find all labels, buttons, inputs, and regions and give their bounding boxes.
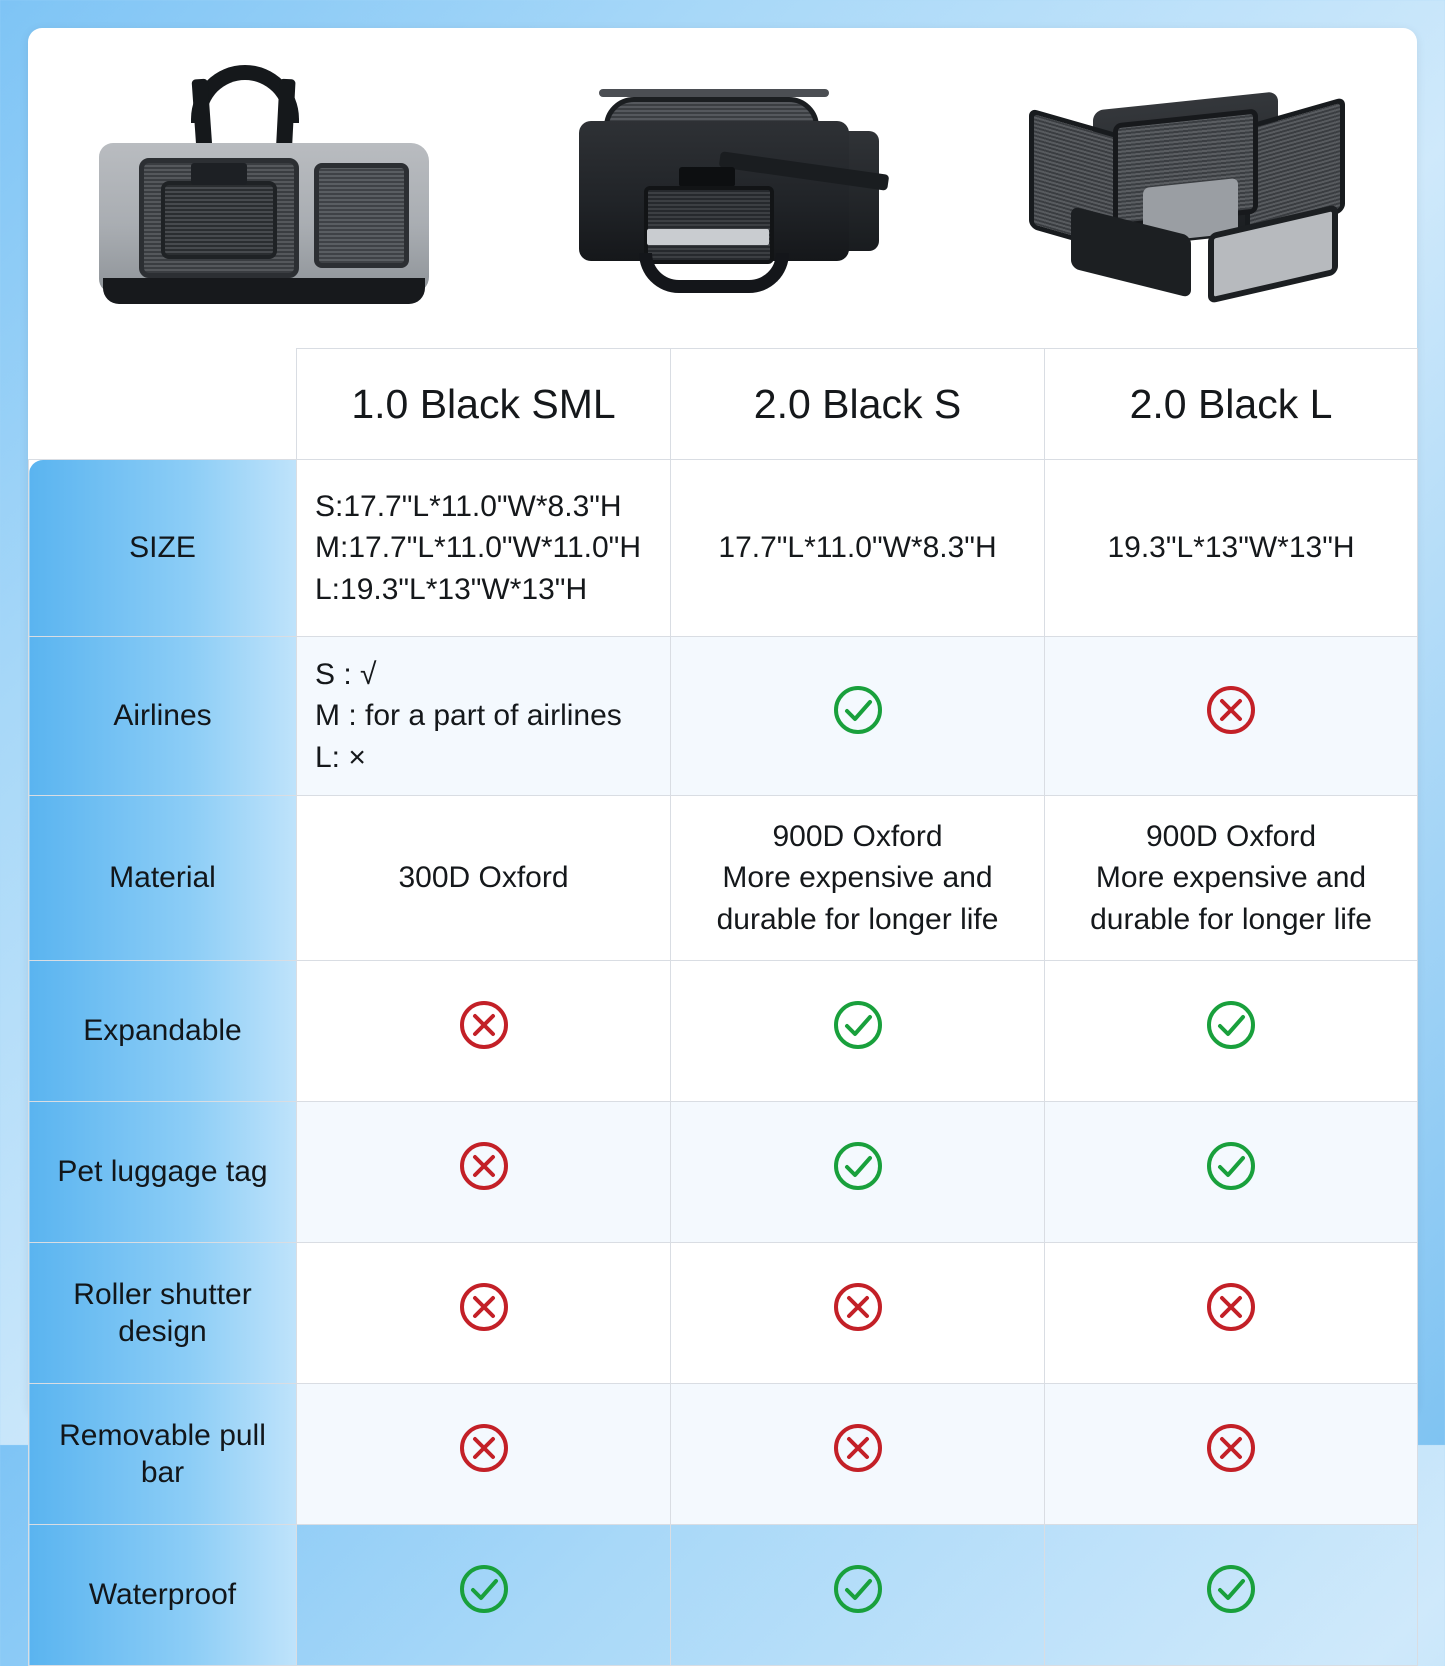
check-icon: [1205, 1563, 1257, 1615]
table-header-row: [29, 349, 1418, 460]
check-icon: [1205, 1140, 1257, 1192]
table-row: [29, 460, 1418, 637]
grey-duffel-icon: [99, 63, 429, 313]
check-icon: [832, 999, 884, 1051]
table-row: [29, 637, 1418, 796]
cell-waterproof-3: [1045, 1525, 1418, 1666]
table-row: [29, 1384, 1418, 1525]
cell-expandable-3: [1045, 961, 1418, 1102]
cross-icon: [458, 1422, 510, 1474]
header-product-3: 2.0 Black L: [1045, 349, 1418, 460]
check-icon: [832, 684, 884, 736]
cross-icon: [458, 1140, 510, 1192]
cell-expandable-2: [671, 961, 1045, 1102]
cell-tag-1: [297, 1102, 671, 1243]
cell-pullbar-2: [671, 1384, 1045, 1525]
cell-roller-3: [1045, 1243, 1418, 1384]
cross-icon: [832, 1422, 884, 1474]
table-row: [29, 1243, 1418, 1384]
header-product-1: 1.0 Black SML: [297, 349, 671, 460]
row-label-airlines: Airlines: [29, 637, 297, 796]
row-label-roller-shutter-design: Roller shutter design: [29, 1243, 297, 1384]
row-label-waterproof: Waterproof: [29, 1525, 297, 1666]
cross-icon: [458, 1281, 510, 1333]
cross-icon: [1205, 684, 1257, 736]
black-expandable-carrier-icon: [1023, 71, 1353, 306]
row-label-removable-pull-bar: Removable pull bar: [29, 1384, 297, 1525]
row-label-expandable: Expandable: [29, 961, 297, 1102]
cell-airlines-1: S : √ M : for a part of airlines L: ×: [297, 637, 671, 796]
check-icon: [458, 1563, 510, 1615]
row-label-pet-luggage-tag: Pet luggage tag: [29, 1102, 297, 1243]
row-label-material: Material: [29, 796, 297, 961]
cell-pullbar-3: [1045, 1384, 1418, 1525]
cross-icon: [458, 999, 510, 1051]
cell-roller-2: [671, 1243, 1045, 1384]
cross-icon: [1205, 1422, 1257, 1474]
check-icon: [1205, 999, 1257, 1051]
cell-airlines-3: [1045, 637, 1418, 796]
cell-expandable-1: [297, 961, 671, 1102]
cell-airlines-2: [671, 637, 1045, 796]
table-row: [29, 1525, 1418, 1666]
cell-size-3: 19.3"L*13"W*13"H: [1045, 460, 1418, 637]
table-row: [29, 1102, 1418, 1243]
cell-material-3: 900D Oxford More expensive and durable for longer life: [1045, 796, 1418, 961]
product-image-3: [959, 28, 1417, 348]
header-blank: [29, 349, 297, 460]
cell-material-1: 300D Oxford: [297, 796, 671, 961]
cell-waterproof-1: [297, 1525, 671, 1666]
header-product-2: 2.0 Black S: [671, 349, 1045, 460]
product-image-2: [500, 28, 958, 348]
check-icon: [832, 1140, 884, 1192]
cell-roller-1: [297, 1243, 671, 1384]
cell-waterproof-2: [671, 1525, 1045, 1666]
comparison-sheet: [28, 28, 1417, 1612]
check-icon: [832, 1563, 884, 1615]
cell-tag-2: [671, 1102, 1045, 1243]
cross-icon: [832, 1281, 884, 1333]
product-image-1: [28, 28, 500, 348]
table-row: [29, 961, 1418, 1102]
cell-material-2: 900D Oxford More expensive and durable for longer life: [671, 796, 1045, 961]
cell-tag-3: [1045, 1102, 1418, 1243]
comparison-table: [28, 348, 1418, 1666]
cell-size-2: 17.7"L*11.0"W*8.3"H: [671, 460, 1045, 637]
cross-icon: [1205, 1281, 1257, 1333]
table-row: [29, 796, 1418, 961]
row-label-size: SIZE: [29, 460, 297, 637]
cell-pullbar-1: [297, 1384, 671, 1525]
black-duffel-icon: [569, 71, 889, 306]
cell-size-1: S:17.7"L*11.0"W*8.3"H M:17.7"L*11.0"W*11.0"H L:19.3"L*13"W*13"H: [297, 460, 671, 637]
product-image-row: [28, 28, 1417, 348]
